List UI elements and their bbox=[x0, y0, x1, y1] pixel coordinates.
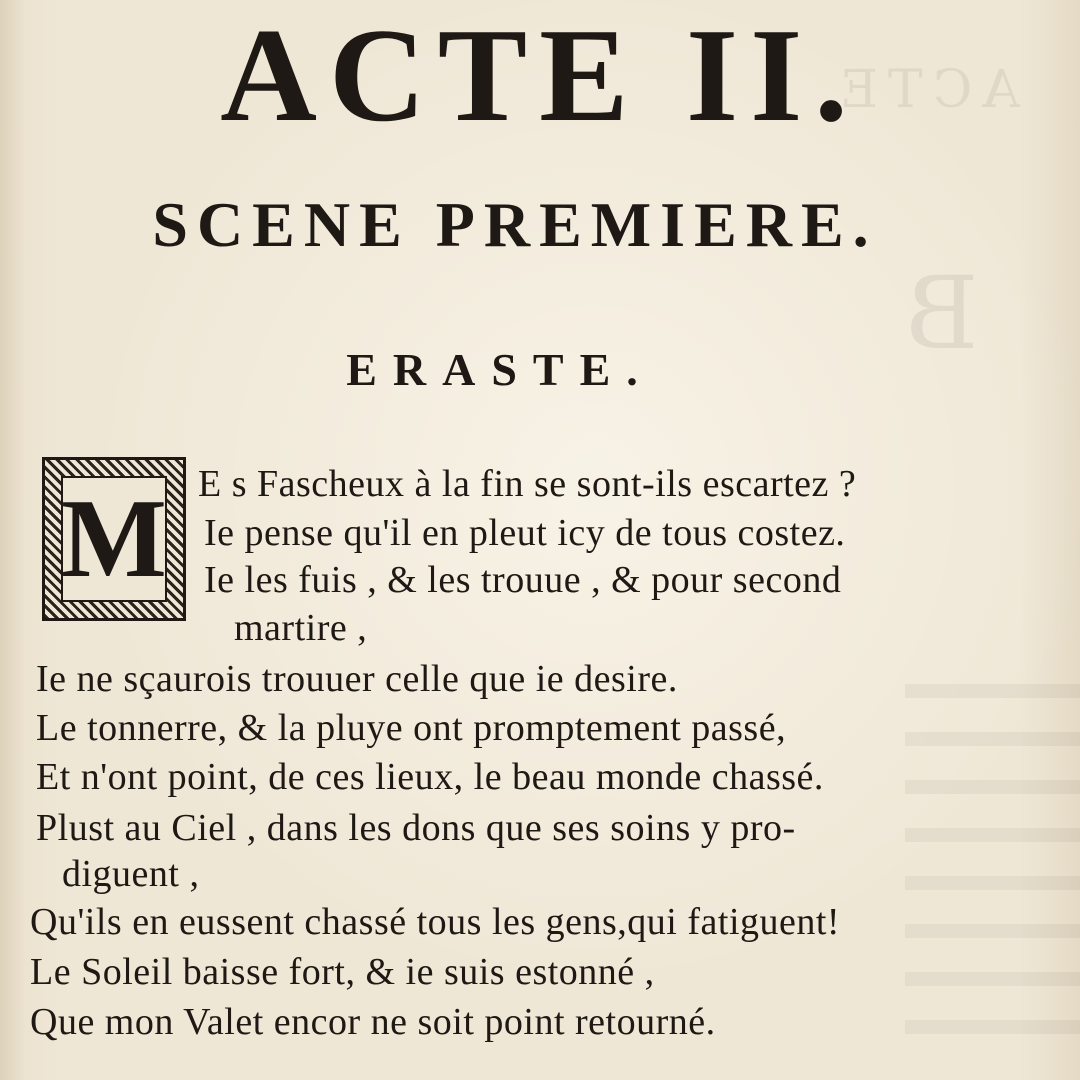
verse-line: Que mon Valet encor ne soit point retourné. bbox=[30, 1001, 716, 1043]
verse-line: Le tonnerre, & la pluye ont promptement passé, bbox=[36, 707, 787, 749]
verse-line: E s Fascheux à la fin se sont-ils escartez ? bbox=[198, 463, 857, 505]
ornamental-drop-cap bbox=[42, 457, 186, 621]
verse-line: Le Soleil baisse fort, & ie suis estonné , bbox=[30, 951, 655, 993]
verse-line: Qu'ils en eussent chassé tous les gens,qui fatiguent! bbox=[30, 901, 841, 943]
verse-line: Ie les fuis , & les trouue , & pour second bbox=[204, 559, 842, 601]
act-title: ACTE II. bbox=[220, 1, 860, 149]
drop-cap-letter: M bbox=[61, 477, 167, 601]
drop-cap-frame bbox=[61, 476, 167, 602]
verse-line: martire , bbox=[234, 607, 368, 649]
verse-line: Et n'ont point, de ces lieux, le beau monde chassé. bbox=[36, 756, 824, 798]
scene-title: SCENE PREMIERE. bbox=[152, 189, 878, 260]
verse-line: Ie pense qu'il en pleut icy de tous costez. bbox=[204, 512, 846, 554]
bleed-through-lines bbox=[905, 650, 1080, 1068]
bleed-through-text: ACTE bbox=[830, 60, 1020, 120]
verse-line: Ie ne sçaurois trouuer celle que ie desire. bbox=[36, 658, 678, 700]
verse-line: Plust au Ciel , dans les dons que ses soins y pro- bbox=[36, 807, 796, 849]
bleed-through-text: B bbox=[905, 255, 979, 372]
speaker-name: ERASTE. bbox=[346, 344, 654, 395]
verse-line: diguent , bbox=[62, 853, 200, 895]
